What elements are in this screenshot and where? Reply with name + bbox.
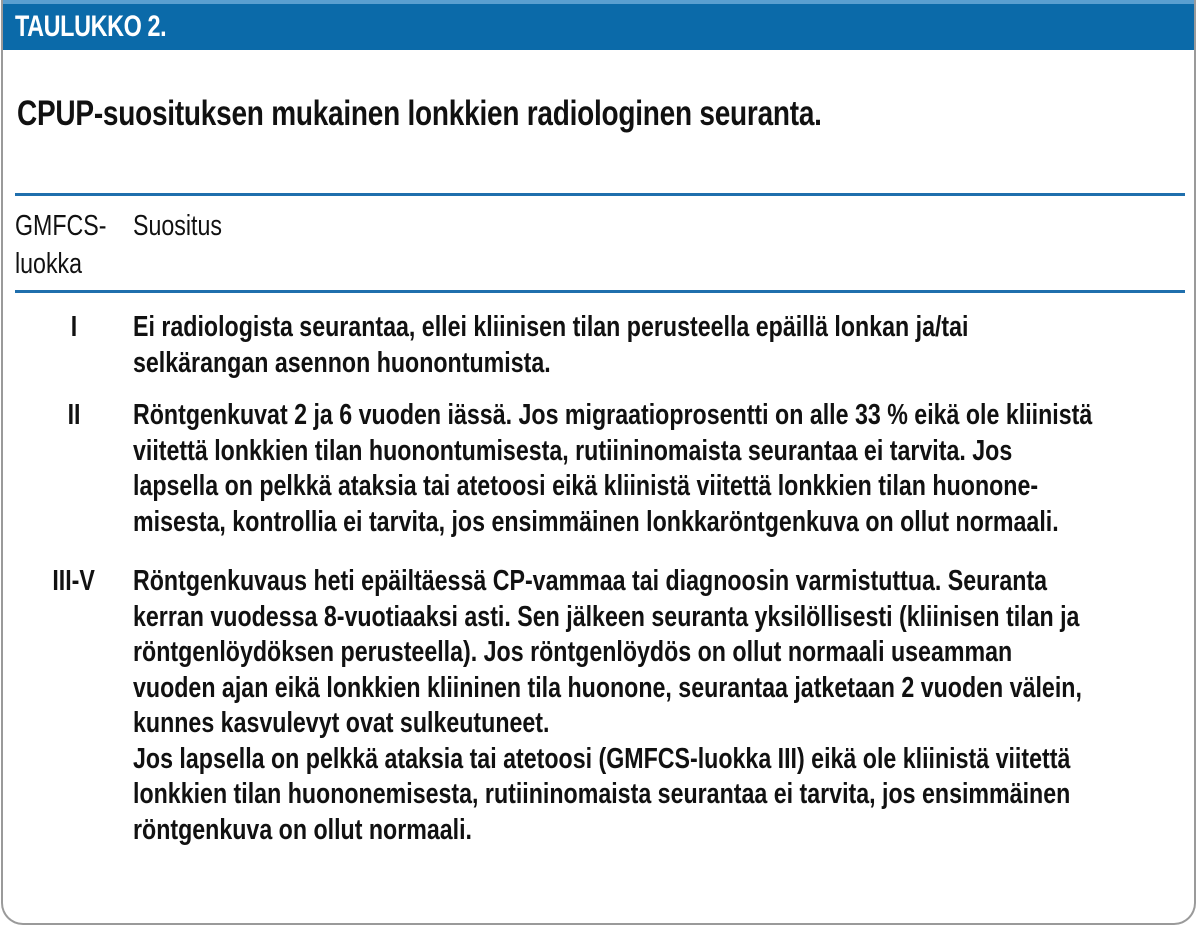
- column-header-class-line1: GMFCS-: [15, 210, 107, 242]
- column-header-class-line2: luokka: [15, 248, 83, 280]
- text-line: misesta, kontrollia ei tarvita, jos ensimmäinen lonkkaröntgenkuva on ollut normaali.: [133, 505, 1059, 538]
- table-title: CPUP-suosituksen mukainen lonkkien radiologinen seuranta.: [17, 94, 822, 133]
- row-recommendation-cell: [133, 564, 1181, 848]
- row-class-cell: [15, 310, 133, 345]
- row-class-label: III-V: [52, 565, 96, 597]
- text-line: lonkkien tilan huononemisesta, rutiininomaista seurantaa ei tarvita, jos ensimmäinen: [133, 778, 1071, 810]
- row-class-cell: [15, 564, 133, 599]
- table-top-rule: [15, 193, 1185, 196]
- column-header-class: [15, 207, 107, 283]
- text-line: kerran vuodessa 8-vuotiaaksi asti. Sen jälkeen seuranta yksilöllisesti (kliinisen tilan ja: [133, 600, 1080, 633]
- table-card: [1, 0, 1196, 925]
- table-header-rule: [15, 290, 1185, 293]
- text-line: Ei radiologista seurantaa, ellei kliinisen tilan perusteella epäillä lonkan ja/tai: [133, 311, 969, 343]
- text-line: Röntgenkuvaus heti epäiltäessä CP-vammaa tai diagnoosin varmistuttua. Seuranta: [133, 565, 1048, 597]
- row-recommendation-cell: [133, 398, 1181, 540]
- table-header-bar: [3, 0, 1194, 50]
- row-class-label: I: [70, 311, 78, 343]
- text-line: vuoden ajan eikä lonkkien kliininen tila huonone, seurantaa jatketaan 2 vuoden välein,: [133, 671, 1082, 704]
- row-class-cell: [15, 398, 133, 433]
- text-line: selkärangan asennon huonontumista.: [133, 346, 551, 379]
- row-class-label: II: [67, 399, 81, 431]
- text-line: röntgenlöydöksen perusteella). Jos röntgenlöydös on ollut normaali useamman: [133, 636, 1013, 668]
- column-header-recommendation: Suositus: [133, 210, 222, 242]
- row-recommendation-cell: [133, 310, 1181, 381]
- text-line: Röntgenkuvat 2 ja 6 vuoden iässä. Jos migraatioprosentti on alle 33 % eikä ole kliinistä: [133, 399, 1093, 431]
- table-number-label: TAULUKKO 2.: [15, 10, 167, 43]
- text-line: kunnes kasvulevyt ovat sulkeutuneet.: [133, 707, 550, 739]
- text-line: lapsella on pelkkä ataksia tai atetoosi eikä kliinistä viitettä lonkkien tilan huonone-: [133, 470, 1039, 502]
- text-line: viitettä lonkkien tilan huonontumisesta, rutiininomaista seurantaa ei tarvita. Jos: [133, 434, 1013, 467]
- text-line: Jos lapsella on pelkkä ataksia tai atetoosi (GMFCS-luokka III) eikä ole kliinistä viitettä: [133, 742, 1071, 775]
- text-line: röntgenkuva on ollut normaali.: [133, 813, 473, 846]
